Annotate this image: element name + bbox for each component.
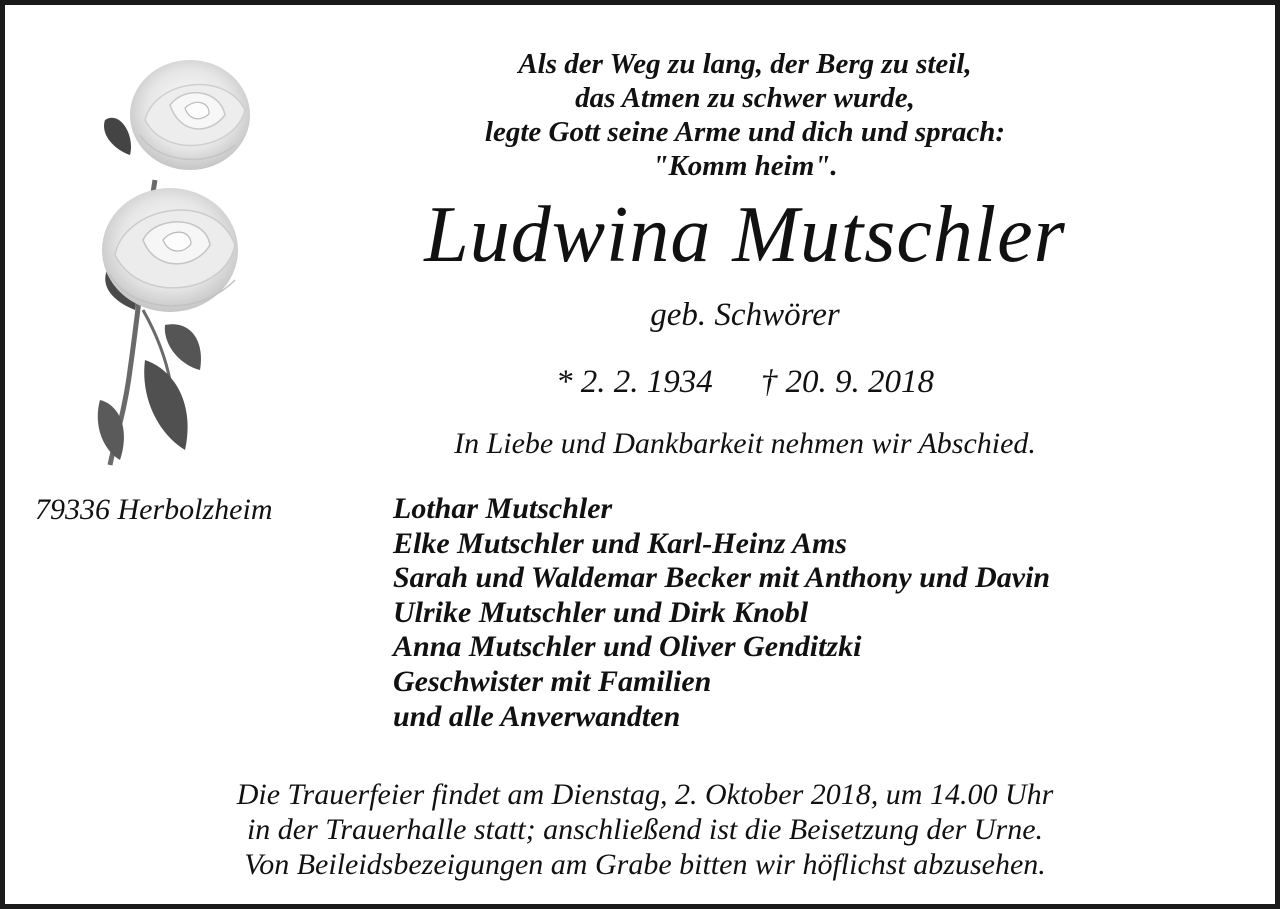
mourner: Elke Mutschler und Karl-Heinz Ams [393, 526, 847, 560]
service-info [95, 777, 1195, 882]
mourner: Anna Mutschler und Oliver Genditzki [393, 630, 862, 664]
farewell-text: In Liebe und Dankbarkeit nehmen wir Abschied. [454, 427, 1036, 460]
mourners-list [393, 492, 1050, 734]
deceased-name: Ludwina Mutschler [424, 191, 1066, 279]
poem-line: legte Gott seine Arme und dich und sprach: [484, 116, 1006, 148]
service-line: Die Trauerfeier findet am Dienstag, 2. Oktober 2018, um 14.00 Uhr [236, 778, 1054, 811]
mourner: Sarah und Waldemar Becker mit Anthony und Davin [393, 561, 1051, 595]
poem-line: das Atmen zu schwer wurde, [575, 82, 915, 114]
rose-image [85, 40, 275, 470]
life-dates [445, 362, 1045, 402]
service-line: in der Trauerhalle statt; anschließend ist die Beisetzung der Urne. [246, 813, 1044, 846]
death-date: † 20. 9. 2018 [760, 364, 934, 400]
location: 79336 Herbolzheim [35, 493, 273, 526]
mourner: und alle Anverwandten [393, 699, 681, 733]
poem-line: Als der Weg zu lang, der Berg zu steil, [518, 48, 972, 80]
mourner: Ulrike Mutschler und Dirk Knobl [393, 595, 809, 629]
birth-name: geb. Schwörer [650, 297, 840, 333]
mourner: Geschwister mit Familien [393, 664, 712, 698]
service-line: Von Beileidsbezeigungen am Grabe bitten wir höflichst abzusehen. [244, 848, 1046, 881]
mourner: Lothar Mutschler [393, 492, 613, 525]
birth-date: * 2. 2. 1934 [556, 364, 713, 400]
poem-line: "Komm heim". [652, 150, 838, 182]
poem [385, 47, 1105, 183]
